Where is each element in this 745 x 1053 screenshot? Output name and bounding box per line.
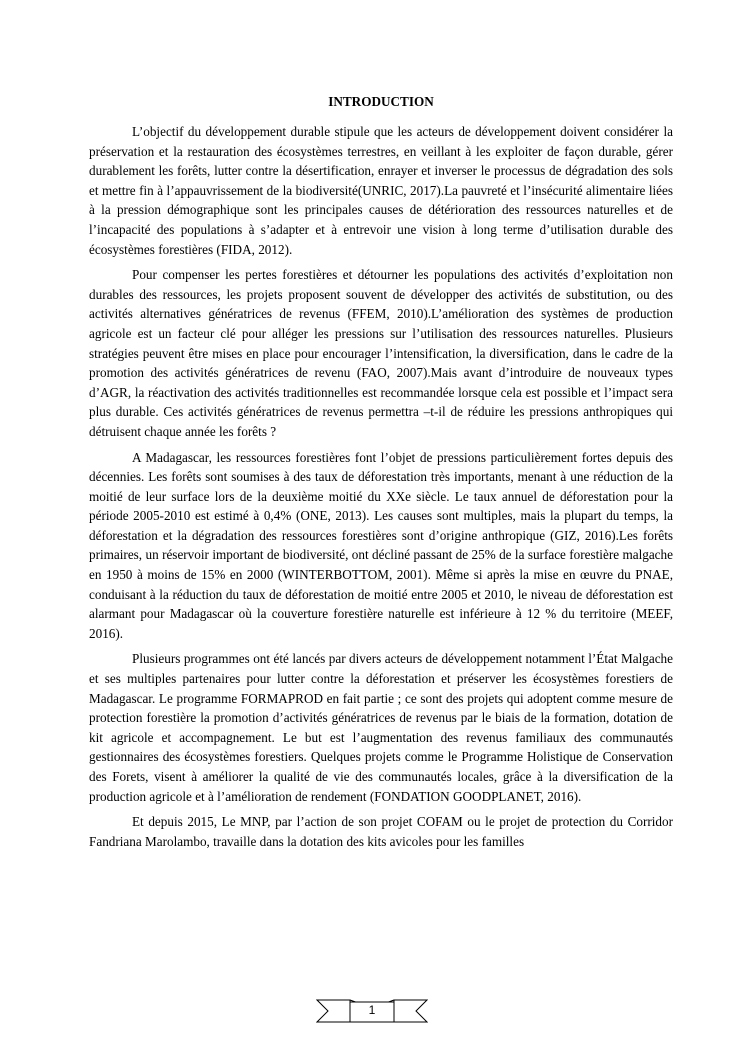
document-body [89,92,673,857]
paragraph-madagascar: A Madagascar, les ressources forestières font l’objet de pressions particulièrement fortes depuis des décennies. Les forêts sont soumises à des taux de déforestation très importants, menant à une réduction de la moitié de leur surface lors de la deuxième moitié du XXe siècle. Le taux annuel de déforestation pour la période 2005-2010 est estimé à 0,4% (ONE, 2013). Les causes sont multiples, mais la plupart du temps, la déforestation et la dégradation des ressources forestières sont d’origine anthropique (GIZ, 2016).Les forêts primaires, un réservoir important de biodiversité, ont décliné passant de 25% de la surface forestière malgache en 1950 à moins de 15% en 2000 (WINTERBOTTOM, 2001). Même si après la mise en œuvre du PNAE, conduisant à la réduction du taux de déforestation de moitié entre 2005 et 2010, le niveau de déforestation est alarmant pour Madagascar où la couverture forestière naturelle est inférieure à 12 % du territoire (MEEF, 2016). [89,449,673,641]
page-number-footer [316,996,428,1026]
page-number: 1 [368,1003,376,1017]
section-title: INTRODUCTION [328,94,434,109]
paragraph-mnp: Et depuis 2015, Le MNP, par l’action de son projet COFAM ou le projet de protection du Corridor Fandriana Marolambo, travaille dans la dotation des kits avicoles pour les familles [89,814,673,849]
paragraph-programmes: Plusieurs programmes ont été lancés par divers acteurs de développement notamment l’État Malgache et ses multiples partenaires pour lutter contre la déforestation et préserver les écosystèmes forestiers de Madagascar. Le programme FORMAPROD en fait partie ; ce sont des projets qui adoptent comme mesure de protection forestière la promotion d’activités génératrices de revenus par le biais de la formation, dotation de kit agricole et accompagnement. Le but est l’augmentation des revenus familiaux des communautés gestionnaires des écosystèmes forestiers. Quelques projets comme le Programme Holistique de Conservation des Forets, visent à améliorer la qualité de vie des communautés locales, grâce à la diversification de la production agricole et à l’amélioration de rendement (FONDATION GOODPLANET, 2016). [89,651,673,804]
paragraph-compensation: Pour compenser les pertes forestières et détourner les populations des activités d’exploitation non durables des ressources, les projets proposent souvent de développer des activités de substitution, ou des activités alternatives génératrices de revenus (FFEM, 2010).L’amélioration des systèmes de production agricole est un facteur clé pour alléger les pressions sur l’utilisation des ressources naturelles. Plusieurs stratégies peuvent être mises en place pour encourager l’intensification, la diversification, dans le cadre de la promotion des activités génératrices de revenu (FAO, 2007).Mais avant d’introduire de nouveaux types d’AGR, la réactivation des activités traditionnelles est recommandée lorsque cela est possible et l’impact sera plus durable. Ces activités génératrices de revenus permettra –t-il de réduire les pressions anthropiques qui détruisent chaque année les forêts ? [89,267,673,439]
paragraph-objective: L’objectif du développement durable stipule que les acteurs de développement doivent considérer la préservation et la restauration des écosystèmes terrestres, en veillant à les exploiter de façon durable, gérer durablement les forêts, lutter contre la désertification, enrayer et inverser le processus de dégradation des sols et mettre fin à l’appauvrissement de la biodiversité(UNRIC, 2017).La pauvreté et l’insécurité alimentaire liées à la pression démographique sont les principales causes de détérioration des ressources naturelles et de l’incapacité des populations à s’adapter et à entrevoir une vision à long terme d’utilisation durable des écosystèmes forestières (FIDA, 2012). [89,124,673,257]
